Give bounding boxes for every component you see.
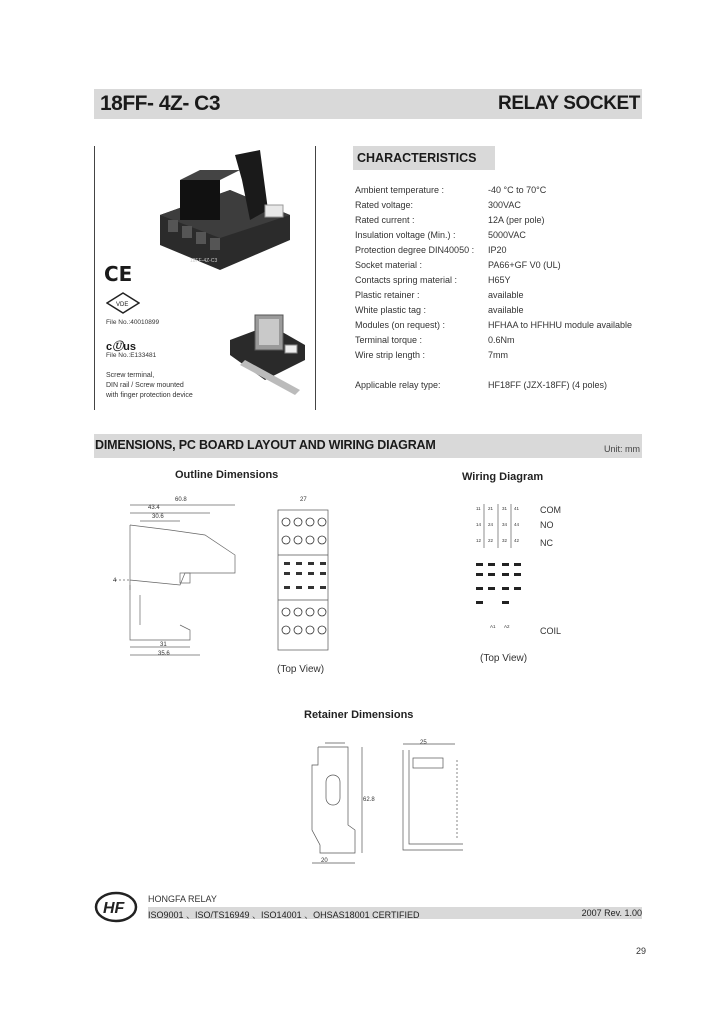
svg-text:41: 41 <box>514 506 520 511</box>
dim-30-6: 30.6 <box>152 514 164 520</box>
svg-text:A1: A1 <box>490 624 496 629</box>
note-line-3: with finger protection device <box>106 392 193 399</box>
socket-photo-large <box>150 150 300 305</box>
retainer-dimensions-title: Retainer Dimensions <box>304 709 414 721</box>
relay-type-value: HF18FF (JZX-18FF) (4 poles) <box>488 380 608 390</box>
dim-43-4: 43.4 <box>148 505 160 511</box>
company-name: HONGFA RELAY <box>148 894 217 904</box>
svg-text:31: 31 <box>502 506 508 511</box>
note-line-2: DIN rail / Screw mounted <box>106 382 184 389</box>
spec-label: White plastic tag : <box>355 305 427 315</box>
wiring-top-view-label: (Top View) <box>480 653 528 664</box>
wiring-com-label: COM <box>540 505 561 515</box>
certifications: ISO9001 、ISO/TS16949 、ISO14001 、OHSAS18001 CERTIFIED <box>148 910 420 920</box>
svg-text:HF: HF <box>103 900 125 917</box>
spec-label: Socket material : <box>355 260 423 270</box>
spec-value: available <box>488 305 524 315</box>
dim-25: 25 <box>420 740 427 746</box>
dim-35-6: 35.6 <box>158 651 170 657</box>
spec-value: 12A (per pole) <box>488 215 545 225</box>
spec-value: 0.6Nm <box>488 335 515 345</box>
wiring-no-label: NO <box>540 520 554 530</box>
svg-text:21: 21 <box>488 506 494 511</box>
outline-top-view-drawing <box>270 500 340 660</box>
dim-62-8: 62.8 <box>363 797 375 803</box>
vde-file-number: File No.:40010899 <box>106 319 160 326</box>
spec-label: Wire strip length : <box>355 350 426 360</box>
socket-photo-small <box>225 305 310 405</box>
characteristics-title: CHARACTERISTICS <box>357 151 477 165</box>
spec-label: Plastic retainer : <box>355 290 420 300</box>
spec-value: PA66+GF V0 (UL) <box>488 260 561 270</box>
dim-31: 31 <box>160 642 167 648</box>
category-title: RELAY SOCKET <box>498 93 640 114</box>
dimensions-title: DIMENSIONS, PC BOARD LAYOUT AND WIRING DIAGRAM <box>95 438 436 452</box>
spec-label: Ambient temperature : <box>355 185 445 195</box>
spec-label: Protection degree DIN40050 : <box>355 245 475 255</box>
spec-label: Modules (on request) : <box>355 320 446 330</box>
spec-value: available <box>488 290 524 300</box>
spec-value: 7mm <box>488 350 508 360</box>
spec-value: IP20 <box>488 245 507 255</box>
spec-value: H65Y <box>488 275 511 285</box>
product-label: 18FF-4Z-C3 <box>190 258 218 264</box>
spec-value: HFHAA to HFHHU module available <box>488 320 633 330</box>
svg-text:14: 14 <box>476 522 482 527</box>
wiring-coil-label: COIL <box>540 626 562 636</box>
svg-text:42: 42 <box>514 538 520 543</box>
ul-mark-icon: cⓊus <box>106 341 136 353</box>
svg-text:24: 24 <box>488 522 494 527</box>
outline-side-view-drawing <box>110 495 245 665</box>
page-number: 29 <box>635 946 646 956</box>
wiring-nc-label: NC <box>540 538 553 548</box>
vde-mark-icon <box>106 292 140 314</box>
svg-text:34: 34 <box>502 522 508 527</box>
spec-label: Contacts spring material : <box>355 275 458 285</box>
spec-label: Rated current : <box>355 215 415 225</box>
revision: 2007 Rev. 1.00 <box>581 908 642 918</box>
wiring-diagram-drawing <box>474 500 534 640</box>
spec-label: Rated voltage: <box>355 200 414 210</box>
spec-label: Insulation voltage (Min.) : <box>355 230 456 240</box>
svg-text:12: 12 <box>476 538 482 543</box>
dim-60-8: 60.8 <box>175 497 187 503</box>
dim-4: 4 <box>113 578 117 584</box>
svg-text:32: 32 <box>502 538 508 543</box>
spec-label: Terminal torque : <box>355 335 423 345</box>
ce-mark-icon: CE <box>104 262 133 286</box>
dim-20: 20 <box>321 858 328 864</box>
retainer-side-drawing <box>395 740 470 865</box>
spec-value: 300VAC <box>488 200 521 210</box>
top-view-label: (Top View) <box>277 664 325 675</box>
model-title: 18FF- 4Z- C3 <box>100 92 221 115</box>
svg-text:VDE: VDE <box>116 302 129 308</box>
ul-file-number: File No.:E133481 <box>106 352 157 359</box>
dim-27: 27 <box>300 497 307 503</box>
outline-dimensions-title: Outline Dimensions <box>175 469 279 481</box>
svg-text:A2: A2 <box>504 624 510 629</box>
note-line-1: Screw terminal, <box>106 372 155 379</box>
svg-text:11: 11 <box>476 506 481 511</box>
wiring-diagram-title: Wiring Diagram <box>462 471 544 483</box>
relay-type-label: Applicable relay type: <box>355 380 441 390</box>
hongfa-logo-icon <box>94 891 142 923</box>
spec-value: 5000VAC <box>488 230 526 240</box>
svg-text:22: 22 <box>488 538 494 543</box>
svg-text:44: 44 <box>514 522 520 527</box>
unit-label: Unit: mm <box>604 444 640 454</box>
spec-value: -40 °C to 70°C <box>488 185 547 195</box>
